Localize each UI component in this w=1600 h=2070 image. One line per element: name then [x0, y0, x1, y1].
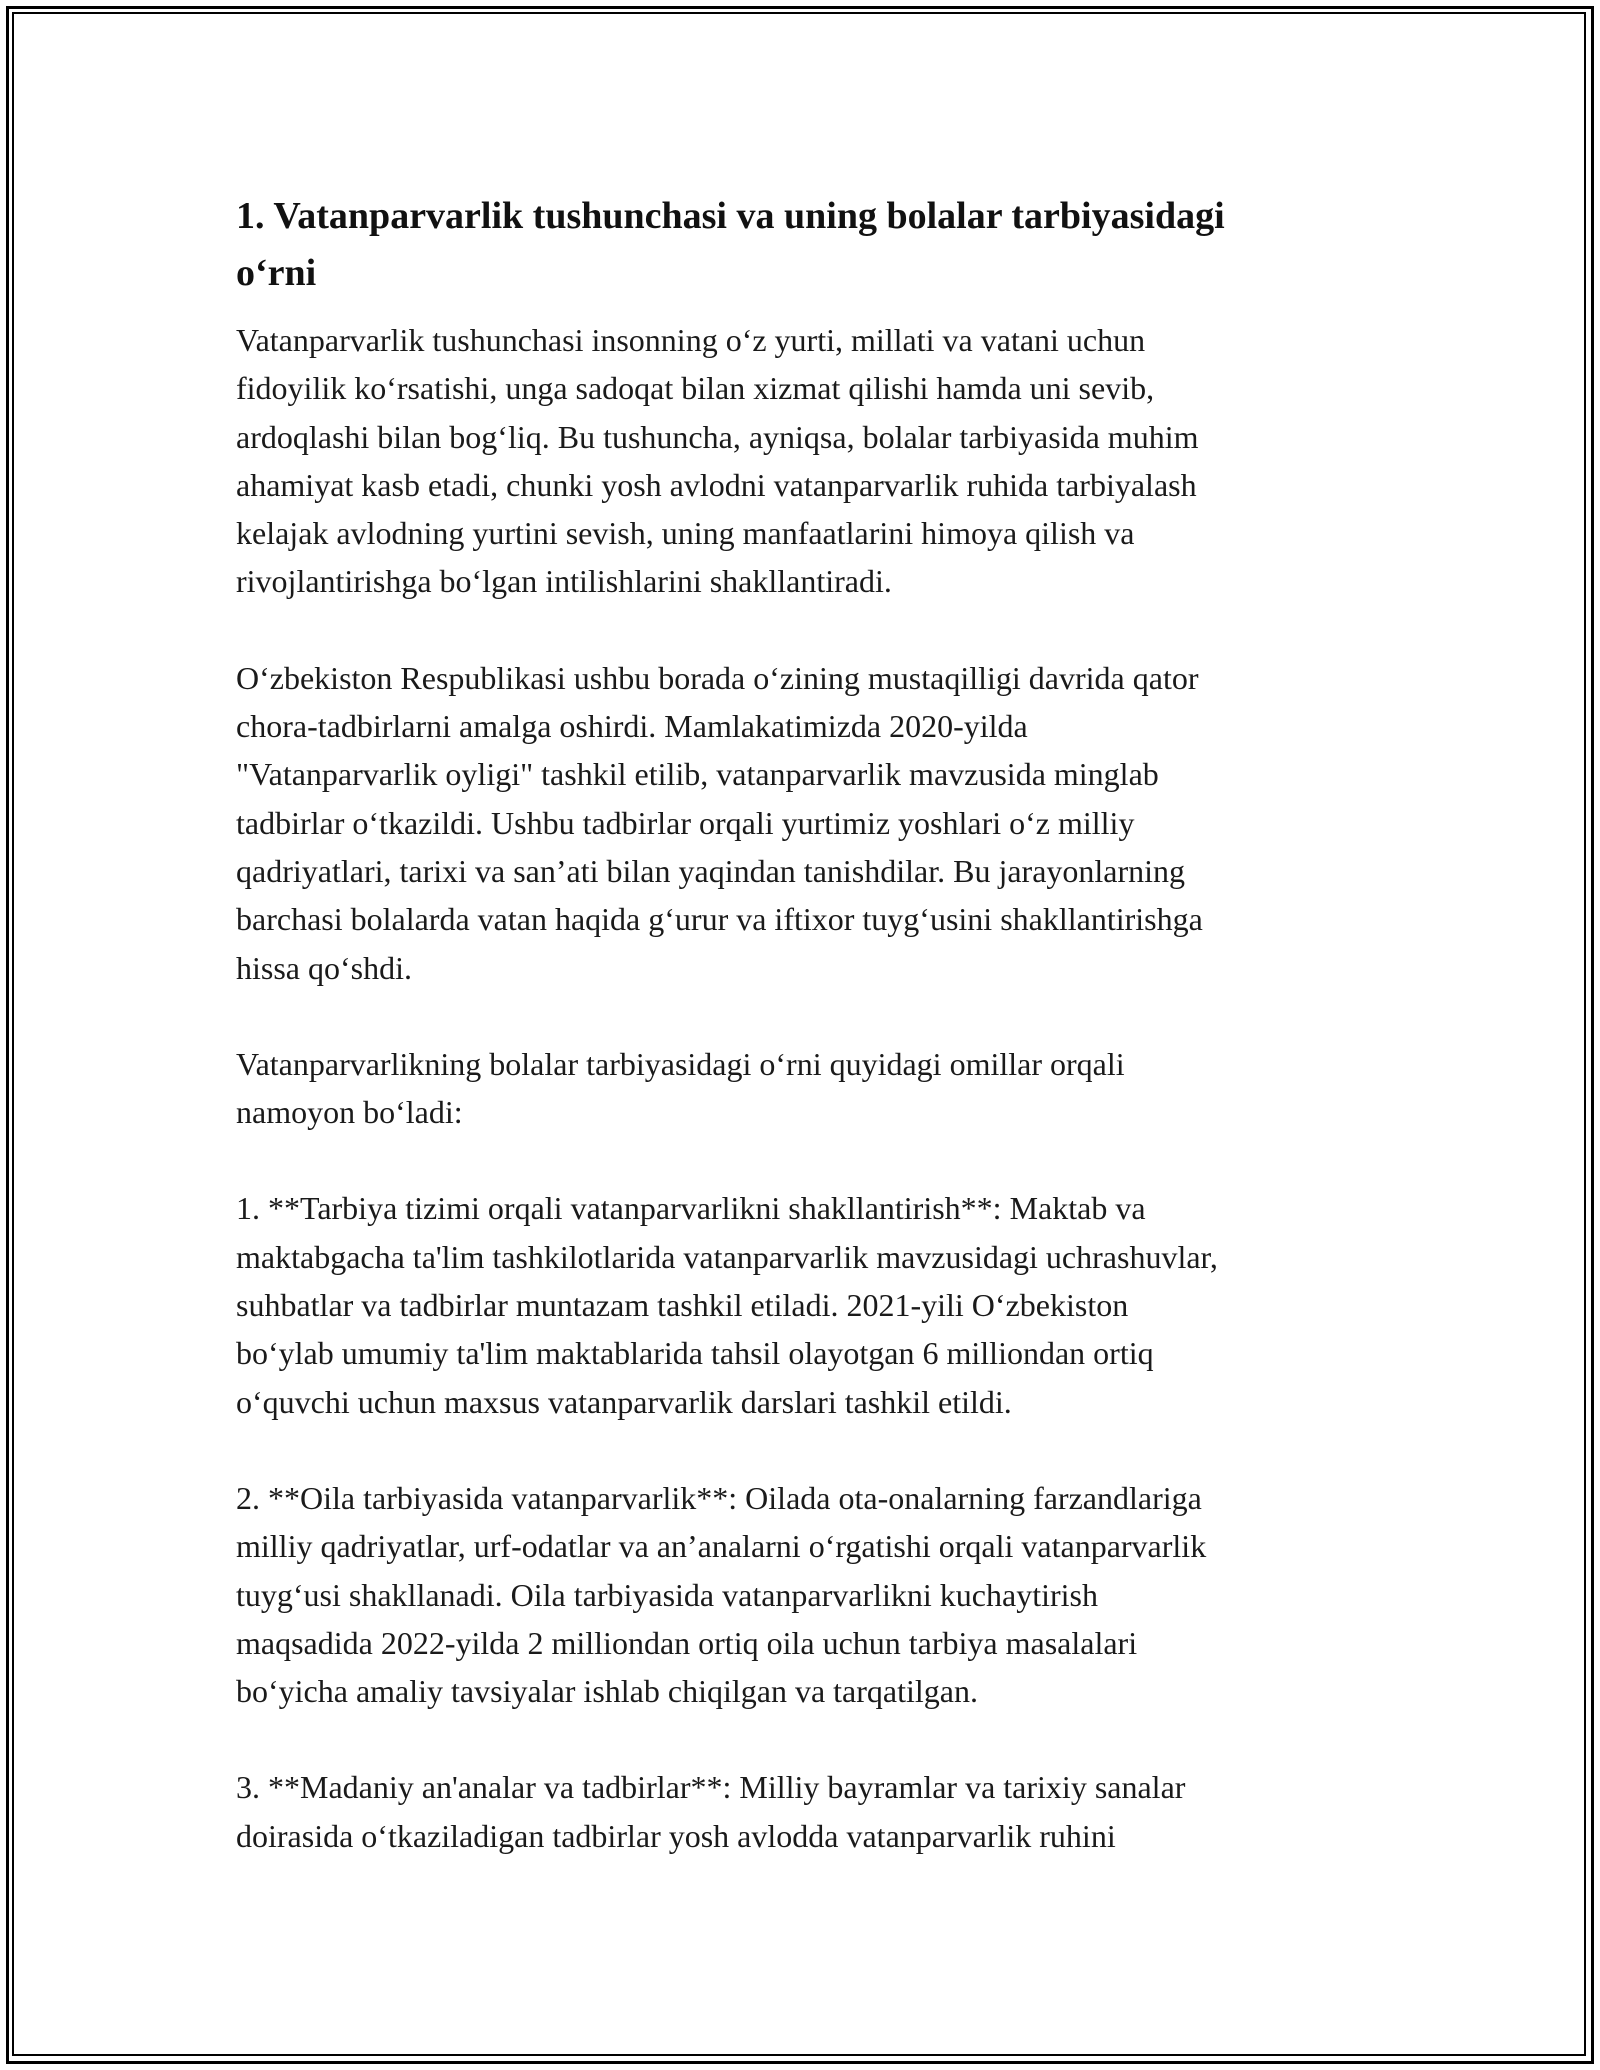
- paragraph-item-1: 1. **Tarbiya tizimi orqali vatanparvarlikni shakllantirish**: Maktab va maktabgacha ta'lim tashkilotlarida vatanparvarlik mavzusidagi uchrashuvlar, suhbatlar va tadbirlar muntazam tashkil etiladi. 2021-yili O‘zbekiston bo‘ylab umumiy ta'lim maktablarida tahsil olayotgan 6 milliondan ortiq o‘quvchi uchun maxsus vatanparvarlik darslari tashkil etildi.: [236, 1190, 1218, 1420]
- section-heading: 1. Vatanparvarlik tushunchasi va uning bolalar tarbiyasidagi o‘rni: [236, 195, 1225, 294]
- paragraph-item-2: 2. **Oila tarbiyasida vatanparvarlik**: Oilada ota-onalarning farzandlariga milliy qadriyatlar, urf-odatlar va an’analarni o‘rgatishi orqali vatanparvarlik tuyg‘usi shakllanadi. Oila tarbiyasida vatanparvarlikni kuchaytirish maqsadida 2022-yilda 2 milliondan ortiq oila uchun tarbiya masalalari bo‘yicha amaliy tavsiyalar ishlab chiqilgan va tarqatilgan.: [236, 1479, 1207, 1710]
- document-body: [236, 188, 1386, 1860]
- paragraph-factors-intro: Vatanparvarlikning bolalar tarbiyasidagi o‘rni quyidagi omillar orqali namoyon bo‘ladi:: [236, 1045, 1125, 1131]
- paragraph-item-3: 3. **Madaniy an'analar va tadbirlar**: Milliy bayramlar va tarixiy sanalar doirasida o‘tkaziladigan tadbirlar yosh avlodda vatanparvarlik ruhini: [236, 1769, 1186, 1854]
- paragraph-uzbekistan: O‘zbekiston Respublikasi ushbu borada o‘zining mustaqilligi davrida qator chora-tadbirlarni amalga oshirdi. Mamlakatimizda 2020-yilda "Vatanparvarlik oyligi" tashkil etilib, vatanparvarlik mavzusida minglab tadbirlar o‘tkazildi. Ushbu tadbirlar orqali yurtimiz yoshlari o‘z milliy qadriyatlari, tarixi va san’ati bilan yaqindan tanishdilar. Bu jarayonlarning barchasi bolalarda vatan haqida g‘urur va iftixor tuyg‘usini shakllantirishga hissa qo‘shdi.: [236, 659, 1203, 986]
- paragraph-intro: Vatanparvarlik tushunchasi insonning o‘z yurti, millati va vatani uchun fidoyilik ko‘rsatishi, unga sadoqat bilan xizmat qilishi hamda uni sevib, ardoqlashi bilan bog‘liq. Bu tushuncha, ayniqsa, bolalar tarbiyasida muhim ahamiyat kasb etadi, chunki yosh avlodni vatanparvarlik ruhida tarbiyalash kelajak avlodning yurtini sevish, uning manfaatlarini himoya qilish va rivojlantirishga bo‘lgan intilishlarini shakllantiradi.: [236, 322, 1199, 600]
